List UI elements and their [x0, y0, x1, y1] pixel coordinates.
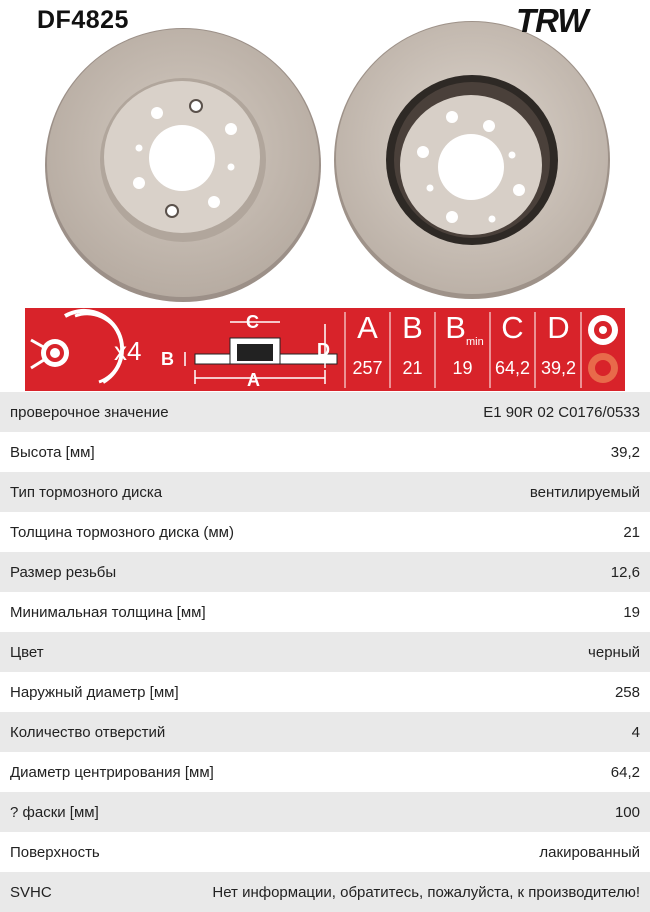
spec-letter: D [547, 310, 570, 345]
spec-value: 39,2 [610, 443, 640, 461]
table-row [0, 392, 650, 432]
spec-value: 64,2 [494, 358, 531, 378]
table-row [0, 832, 650, 872]
spec-value: черный [588, 643, 640, 661]
disc-variant-icons [588, 315, 618, 383]
spec-value: 257 [352, 358, 383, 378]
spec-label: Размер резьбы [10, 563, 117, 581]
spec-value: лакированный [539, 843, 640, 861]
product-header [0, 0, 650, 308]
specs-table [0, 392, 650, 912]
spec-value: 21 [623, 523, 640, 541]
table-row [0, 712, 650, 752]
table-row [0, 432, 650, 472]
spec-value: 100 [614, 803, 640, 821]
table-row [0, 512, 650, 552]
spec-value: 19 [623, 603, 640, 621]
spec-value: 12,6 [610, 563, 640, 581]
table-row [0, 632, 650, 672]
table-row [0, 872, 650, 912]
spec-value: E1 90R 02 C0176/0533 [483, 403, 640, 421]
spec-label: Толщина тормозного диска (мм) [10, 523, 234, 541]
table-row [0, 792, 650, 832]
spec-value: 21 [402, 358, 423, 378]
spec-value: 39,2 [540, 358, 577, 378]
spec-label: Поверхность [10, 843, 100, 861]
spec-letter: A [357, 310, 378, 345]
spec-label: проверочное значение [10, 403, 169, 421]
disc-pictogram-icon [31, 311, 122, 382]
diagram-label-a: A [247, 370, 260, 390]
diagram-label-b: B [161, 349, 174, 369]
diagram-label-c: C [246, 312, 259, 332]
table-row [0, 472, 650, 512]
spec-label: Диаметр центрирования [мм] [10, 763, 214, 781]
spec-value: вентилируемый [529, 483, 640, 501]
diagram-label-d: D [317, 340, 330, 360]
brake-disc-front-view [45, 28, 321, 302]
table-row [0, 752, 650, 792]
part-number: DF4825 [37, 6, 129, 34]
spec-value: 19 [452, 358, 473, 378]
spec-letter: C [501, 310, 524, 345]
table-row [0, 672, 650, 712]
spec-value: 4 [631, 723, 640, 741]
spec-label: SVHC [10, 883, 52, 901]
spec-label: Количество отверстий [10, 723, 166, 741]
table-row [0, 592, 650, 632]
spec-value: 258 [614, 683, 640, 701]
spec-label: ? фаски [мм] [10, 803, 99, 821]
spec-label: Цвет [10, 643, 44, 661]
brand-logo: TRW [516, 2, 588, 39]
spec-label: Высота [мм] [10, 443, 95, 461]
spec-letter: $B_{min}$ [445, 310, 484, 349]
spec-letter: B [402, 310, 423, 345]
table-row [0, 552, 650, 592]
quantity-label: x4 [114, 336, 142, 366]
dimension-spec-band [25, 308, 625, 391]
spec-value: 64,2 [610, 763, 640, 781]
spec-label: Наружный диаметр [мм] [10, 683, 179, 701]
spec-label: Минимальная толщина [мм] [10, 603, 206, 621]
spec-value: Нет информации, обратитесь, пожалуйста, к производителю! [212, 883, 640, 901]
product-image [0, 0, 650, 308]
spec-label: Тип тормозного диска [10, 483, 163, 501]
disc-cross-section-icon [185, 322, 337, 384]
brake-disc-rear-view [334, 21, 610, 299]
